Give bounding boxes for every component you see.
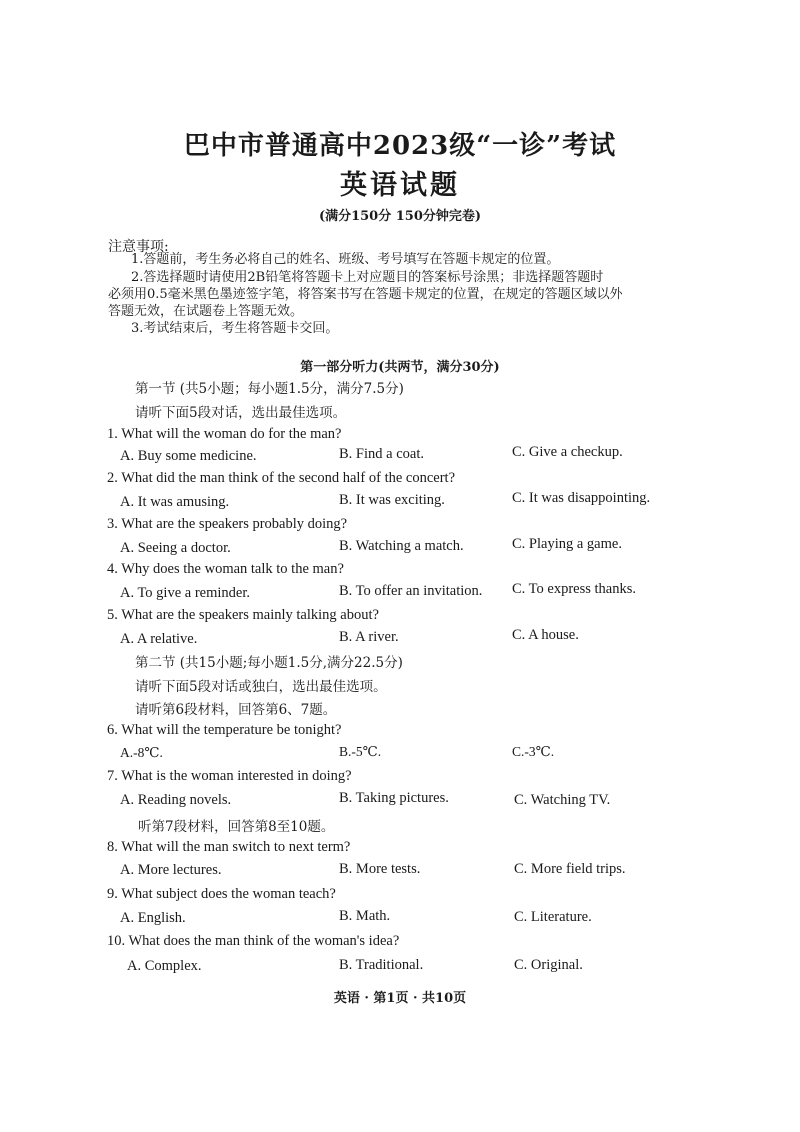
- option-6c: C.-3℃.: [512, 744, 555, 759]
- material-7-note: 听第7段材料，回答第8至10题。: [138, 819, 335, 835]
- option-7c: C. Watching TV.: [514, 792, 611, 808]
- question-6: 6. What will the temperature be tonight?: [107, 722, 342, 738]
- section2-instruction: 请听下面5段对话或独白，选出最佳选项。: [135, 679, 387, 695]
- option-9a: A. English.: [120, 910, 186, 926]
- notice-heading: 注意事项:: [108, 239, 169, 255]
- notice-item-3: 3.考试结束后，考生将答题卡交回。: [131, 321, 339, 336]
- option-8b: B. More tests.: [339, 861, 421, 877]
- section1-instruction: 请听下面5段对话，选出最佳选项。: [135, 405, 347, 421]
- option-10a: A. Complex.: [127, 958, 202, 974]
- option-3b: B. Watching a match.: [339, 538, 464, 554]
- question-5: 5. What are the speakers mainly talking about?: [107, 607, 379, 623]
- question-9: 9. What subject does the woman teach?: [107, 886, 336, 902]
- question-1: 1. What will the woman do for the man?: [107, 426, 342, 442]
- option-7a: A. Reading novels.: [120, 792, 232, 808]
- option-9c: C. Literature.: [514, 909, 592, 925]
- option-5c: C. A house.: [512, 627, 579, 643]
- option-2b: B. It was exciting.: [339, 492, 445, 508]
- option-1c: C. Give a checkup.: [512, 444, 623, 460]
- option-5b: B. A river.: [339, 629, 399, 645]
- exam-title: 巴中市普通高中2023级“一诊”考试: [183, 131, 617, 161]
- notice-item-2-line-2: 必须用0.5毫米黑色墨迹签字笔，将答案书写在答题卡规定的位置，在规定的答题区域以外: [108, 287, 623, 302]
- notice-item-1: 1.答题前，考生务必将自己的姓名、班级、考号填写在答题卡规定的位置。: [131, 252, 560, 267]
- option-3a: A. Seeing a doctor.: [120, 540, 231, 556]
- option-1a: A. Buy some medicine.: [120, 448, 257, 464]
- page-footer: 英语 · 第1页 · 共10页: [333, 991, 467, 1006]
- material-6-note: 请听第6段材料，回答第6、7题。: [135, 702, 337, 718]
- option-4a: A. To give a reminder.: [120, 585, 250, 601]
- question-7: 7. What is the woman interested in doing?: [107, 768, 352, 784]
- option-10c: C. Original.: [514, 957, 583, 973]
- question-10: 10. What does the man think of the woman's idea?: [107, 933, 400, 949]
- question-8: 8. What will the man switch to next term?: [107, 839, 351, 855]
- option-10b: B. Traditional.: [339, 957, 424, 973]
- section2-heading: 第二节 (共15小题;每小题1.5分,满分22.5分): [135, 655, 403, 671]
- part1-heading: 第一部分听力(共两节，满分30分): [300, 360, 500, 375]
- option-8a: A. More lectures.: [120, 862, 222, 878]
- option-5a: A. A relative.: [120, 631, 198, 647]
- subject-title: 英语试题: [340, 170, 460, 201]
- question-2: 2. What did the man think of the second half of the concert?: [107, 470, 456, 486]
- option-7b: B. Taking pictures.: [339, 790, 449, 806]
- option-2a: A. It was amusing.: [120, 494, 230, 510]
- option-8c: C. More field trips.: [514, 861, 626, 877]
- score-time-note: (满分150分 150分钟完卷): [318, 209, 482, 224]
- question-3: 3. What are the speakers probably doing?: [107, 516, 348, 532]
- option-1b: B. Find a coat.: [339, 446, 424, 462]
- option-4b: B. To offer an invitation.: [339, 583, 483, 599]
- notice-item-2-line-1: 2.答选择题时请使用2B铅笔将答题卡上对应题目的答案标号涂黑；非选择题答题时: [131, 270, 604, 285]
- option-3c: C. Playing a game.: [512, 536, 622, 552]
- question-4: 4. Why does the woman talk to the man?: [107, 561, 344, 577]
- option-6a: A.-8℃.: [120, 745, 163, 760]
- option-4c: C. To express thanks.: [512, 581, 636, 597]
- option-2c: C. It was disappointing.: [512, 490, 651, 506]
- option-9b: B. Math.: [339, 908, 391, 924]
- option-6b: B.-5℃.: [339, 744, 382, 759]
- section1-heading: 第一节 (共5小题；每小题1.5分，满分7.5分): [135, 381, 404, 397]
- notice-item-2-line-3: 答题无效，在试题卷上答题无效。: [108, 304, 304, 319]
